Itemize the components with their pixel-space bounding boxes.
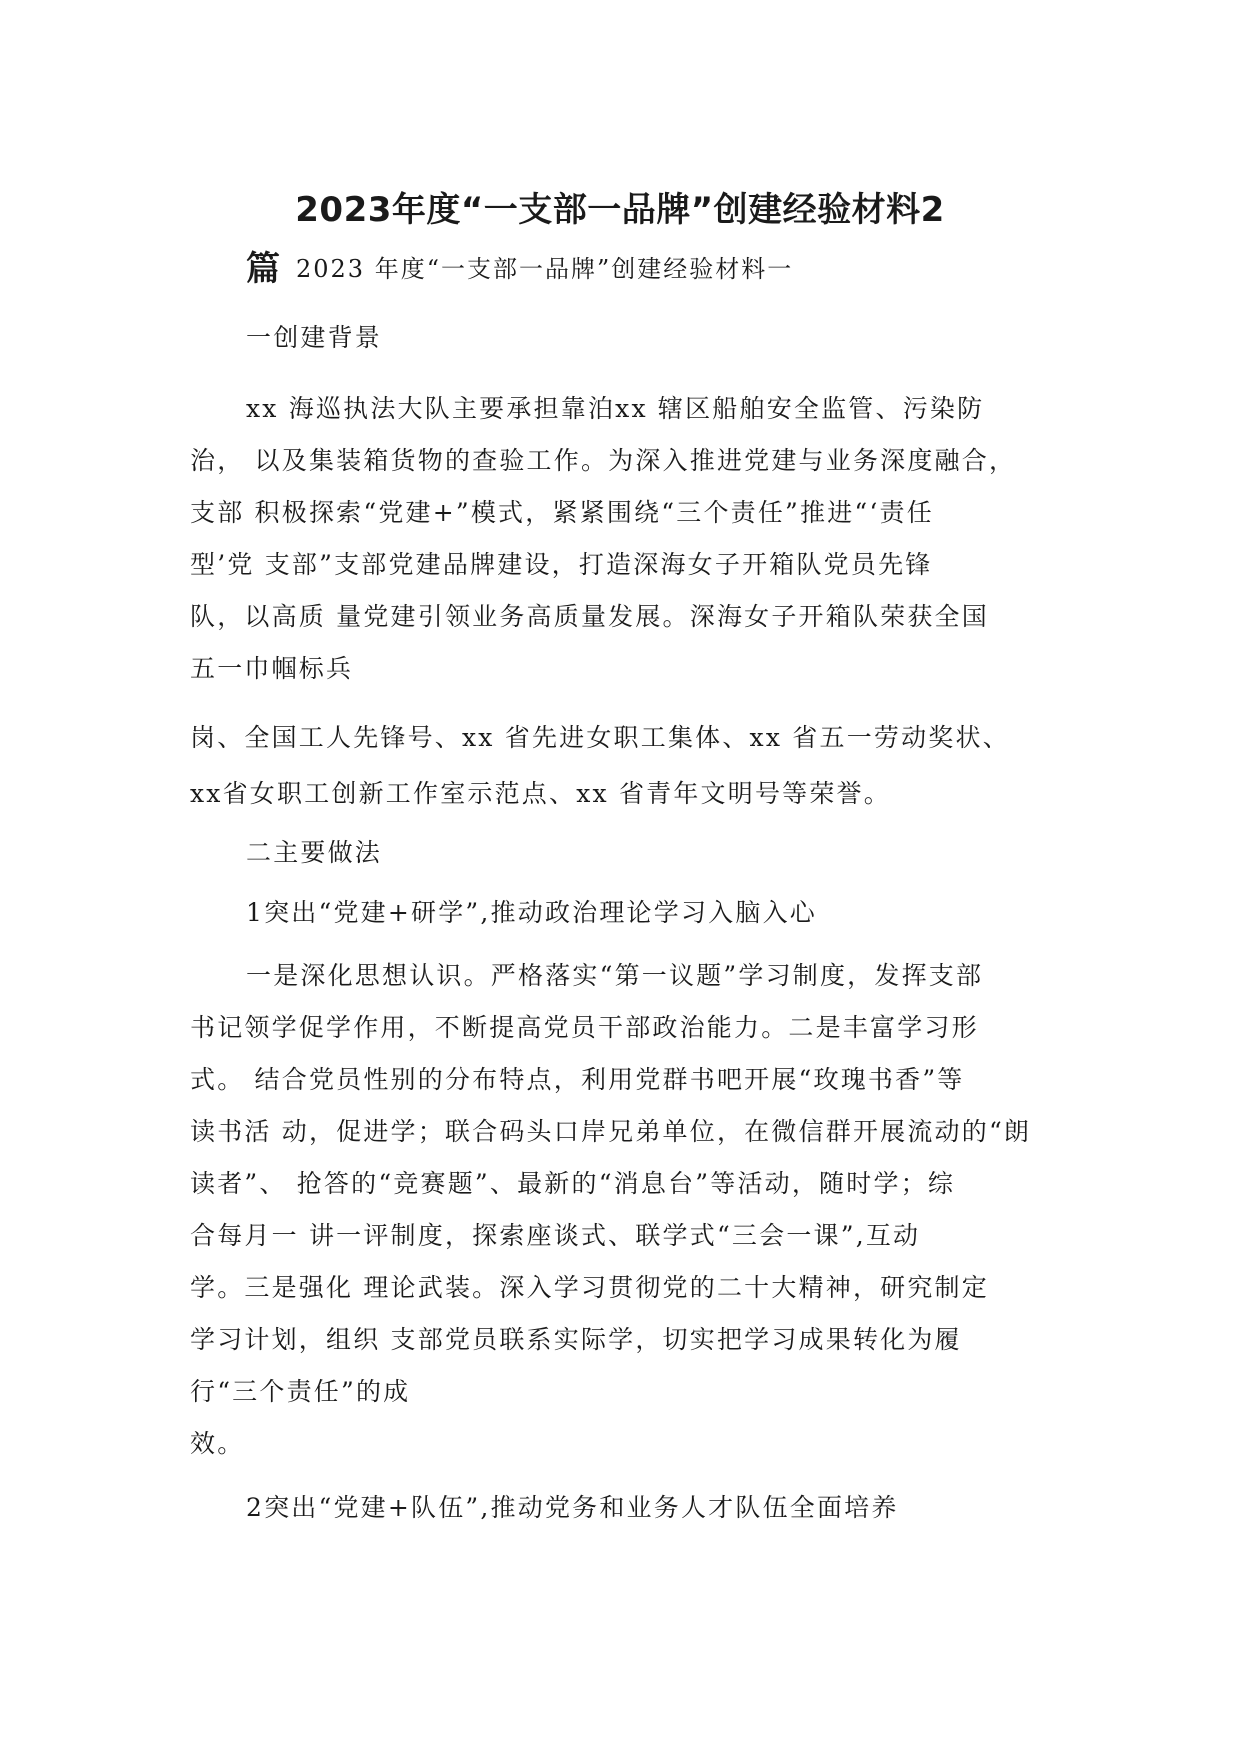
paragraph-line: 效。 xyxy=(190,1429,245,1458)
subsection-heading: 2突出“党建+队伍”,推动党务和业务人才队伍全面培养 xyxy=(246,1493,899,1522)
paragraph-line: 合每月一 讲一评制度，探索座谈式、联学式“三会一课”,互动 xyxy=(190,1221,921,1250)
paragraph-line: 学习计划，组织 支部党员联系实际学，切实把学习成果转化为履 xyxy=(190,1325,962,1354)
paragraph-line: 治， 以及集装箱货物的查验工作。为深入推进党建与业务深度融合， xyxy=(190,446,1017,475)
subtitle-prefix: 篇 xyxy=(246,249,280,289)
paragraph-line: 书记领学促学作用，不断提高党员干部政治能力。二是丰富学习形 xyxy=(190,1013,979,1042)
paragraph-line: 五一巾帼标兵 xyxy=(190,654,354,683)
paragraph-line: 读者”、 抢答的“竞赛题”、最新的“消息台”等活动，随时学；综 xyxy=(190,1169,956,1198)
paragraph-line: 支部 积极探索“党建+”模式，紧紧围绕“三个责任”推进“‘责任 xyxy=(190,498,934,527)
paragraph-line: 队，以高质 量党建引领业务高质量发展。深海女子开箱队荣获全国 xyxy=(190,602,989,631)
section-heading-methods: 二主要做法 xyxy=(246,838,383,867)
paragraph-line: 行“三个责任”的成 xyxy=(190,1377,411,1406)
paragraph-line: 岗、全国工人先锋号、xx 省先进女职工集体、xx 省五一劳动奖状、 xyxy=(190,723,1010,752)
subtitle-text: 2023 年度“一支部一品牌”创建经验材料一 xyxy=(296,255,794,283)
paragraph-line: xx 海巡执法大队主要承担靠泊xx 辖区船舶安全监管、污染防 xyxy=(246,394,985,423)
subsection-heading: 1突出“党建+研学”,推动政治理论学习入脑入心 xyxy=(246,898,817,927)
subtitle-row xyxy=(246,246,793,292)
paragraph-line: 一是深化思想认识。严格落实“第一议题”学习制度，发挥支部 xyxy=(246,961,984,990)
paragraph-line: 式。 结合党员性别的分布特点，利用党群书吧开展“玫瑰书香”等 xyxy=(190,1065,965,1094)
paragraph-line: xx省女职工创新工作室示范点、xx 省青年文明号等荣誉。 xyxy=(190,779,891,808)
section-heading-background: 一创建背景 xyxy=(246,323,383,352)
document-title: 2023年度“一支部一品牌”创建经验材料2 xyxy=(295,190,945,230)
paragraph-line: 学。三是强化 理论武装。深入学习贯彻党的二十大精神，研究制定 xyxy=(190,1273,989,1302)
paragraph-line: 型’党 支部”支部党建品牌建设，打造深海女子开箱队党员先锋 xyxy=(190,550,933,579)
paragraph-line: 读书活 动，促进学；联合码头口岸兄弟单位，在微信群开展流动的“朗 xyxy=(190,1117,1032,1146)
